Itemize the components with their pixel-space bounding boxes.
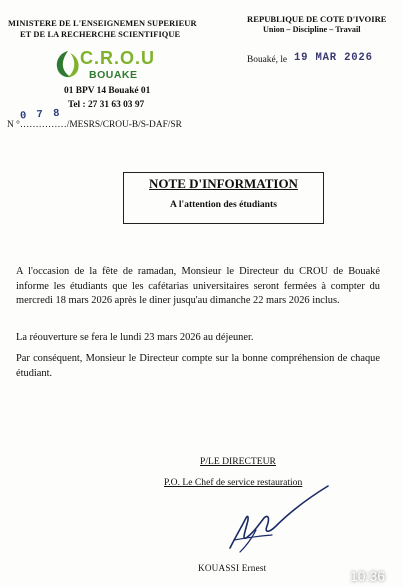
signatory-name: KOUASSI Ernest: [198, 563, 267, 573]
telephone: Tel : 27 31 63 03 97: [68, 100, 145, 110]
signature-title: P/LE DIRECTEUR: [200, 456, 276, 467]
signature-chef: P.O. Le Chef de service restauration: [164, 477, 303, 488]
date-stamp: 19 MAR 2026: [294, 52, 373, 64]
national-motto: Union – Discipline – Travail: [263, 25, 361, 34]
reference-number: N °……………/MESRS/CROU-B/S-DAF/SR: [7, 120, 182, 130]
ministry-line-2: ET DE LA RECHERCHE SCIENTIFIQUE: [20, 30, 181, 39]
address: 01 BPV 14 Bouaké 01: [64, 86, 151, 96]
note-title-box: [123, 172, 324, 224]
body-paragraph-2: La réouverture se fera le lundi 23 mars 2026 au déjeuner.: [16, 332, 254, 343]
ministry-line-1: MINISTERE DE L'ENSEIGNEMEN SUPERIEUR: [8, 19, 197, 28]
status-clock: 10:36: [350, 568, 386, 584]
logo-text: C.R.O.U: [80, 48, 156, 68]
handwritten-signature-icon: [212, 478, 342, 562]
crou-leaf-logo-icon: [55, 49, 81, 79]
note-subtitle: A l'attention des étudiants: [170, 199, 277, 210]
location-label: Bouaké, le: [247, 55, 288, 65]
body-paragraph-1: A l'occasion de la fête de ramadan, Monsieur le Directeur du CROU de Bouaké informe les étudiants que les cafétarias universitaires seront fermées à compter du mercredi 18 mars 2026 après le diner jusqu'au dimanche 22 mars 2026 inclus.: [16, 266, 380, 307]
body-paragraph-3: Par conséquent, Monsieur le Directeur compte sur la bonne compréhension de chaque étudiant.: [16, 353, 380, 379]
note-title: NOTE D'INFORMATION: [149, 176, 298, 191]
stamp-number: 0 7 8: [19, 107, 62, 123]
logo-subtext: BOUAKE: [89, 69, 138, 81]
crou-logo: [55, 47, 155, 87]
republic-name: REPUBLIQUE DE COTE D'IVOIRE: [247, 14, 387, 24]
